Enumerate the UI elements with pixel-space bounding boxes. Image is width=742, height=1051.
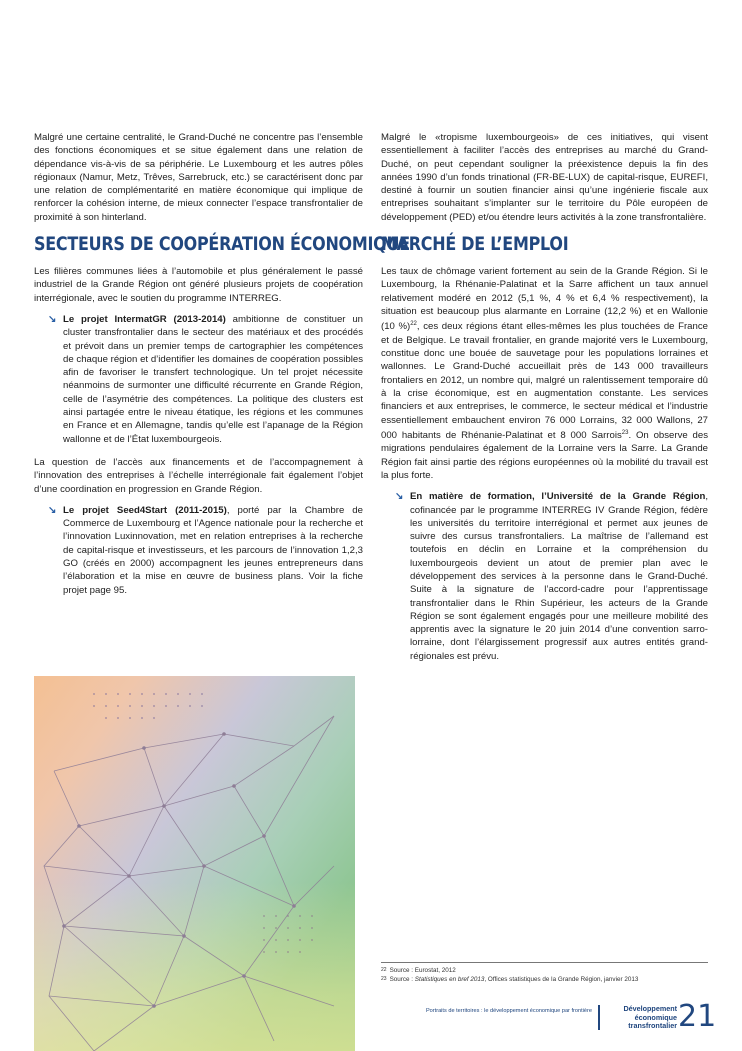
- footnote-number: 23: [381, 976, 387, 982]
- page-footer: [410, 999, 717, 1035]
- bullet-university-title: En matière de formation, l’Université de la Grande Région: [410, 491, 706, 503]
- dot-grid-top: [93, 693, 203, 719]
- network-nodes: [62, 732, 296, 1008]
- bullet-intermatgr-text: ambitionne de constituer un cluster transfrontalier dans le secteur des matériaux et des procédés et prévoit dans un premier temps de cartographier les compétences de chaque région et d’identifier les domaines de coopération possibles afin de favoriser le transfert technologique. Un tel projet nécessite néanmoins de surmonter une difficulté récurrente en Grande Région, celle de l’asymétrie des compétences. La politique des clusters est ainsi partagée entre le niveau étatique, les régions et les communes en France et en Allemagne, tandis qu’elle est l’apanage de la Région wallonne et de l’État luxembourgeois.: [63, 313, 363, 445]
- footnote-ref-23: 23: [621, 429, 629, 436]
- footer-divider: [598, 1005, 600, 1030]
- bullet-university: [381, 490, 708, 663]
- employment-paragraph: [381, 265, 708, 482]
- employment-text-b: , ces deux régions étant elles-mêmes les plus touchées de France et de Belgique. Le travail frontalier, en grande majorité vers le Luxembourg, constitue donc une bouée de sauvetage pour les populations lorraines et wallonnes. Le Grand-Duché accueillait près de 143 000 travailleurs frontaliers en 2012, un nombre qui, malgré un ralentissement temporaire dû à la crise économique, est en augmentation constante. Les services financiers et aux entreprises, le commerce, le secteur médical et l’industrie essentiellement embauchent environ 76 000 Lorrains, 32 000 Wallons, 27 000 habitants de Rhénanie-Palatinat et 8 000 Sarrois: [381, 321, 708, 442]
- bullet-intermatgr-title: Le projet IntermatGR (2013-2014): [63, 313, 226, 325]
- arrow-down-right-icon: ↘: [395, 491, 404, 503]
- section-heading-cooperation: SECTEURS DE COOPÉRATION ÉCONOMIQUE: [34, 233, 410, 256]
- footnote-text-italic: Statistiques en bref 2013: [414, 976, 485, 983]
- decorative-network-illustration: [34, 676, 355, 1051]
- bullet-intermatgr: [34, 313, 363, 446]
- footnote-text-post: , Offices statistiques de la Grande Région, janvier 2013: [484, 976, 639, 983]
- bullet-seed4start-text: , porté par la Chambre de Commerce de Luxembourg et l’Agence nationale pour la recherche et l’innovation Luxinnovation, met en relation entreprises à la recherche de capital-risque et investisseurs, et les parcours de l’innovation 1,2,3 GO (créés en 2000) accompagnent les jeunes entrepreneurs dans l’élaboration et la mise en œuvre de business plans. Voir la fiche projet page 95.: [63, 504, 363, 596]
- arrow-down-right-icon: ↘: [48, 313, 57, 325]
- footnote-23: [381, 975, 708, 984]
- network-lines-graphic: [34, 676, 355, 1051]
- right-column: [381, 131, 708, 673]
- footnote-number: 22: [381, 967, 387, 973]
- footnote-text-pre: Source :: [389, 976, 415, 983]
- network-lines: [44, 716, 334, 1051]
- employment-text-c: . On observe des migrations pendulaires également de la Lorraine vers la Sarre. La Grande Région fait ainsi partie des régions européennes où la mobilité du travail est la plus forte.: [381, 430, 709, 481]
- right-intro-paragraph: Malgré le «tropisme luxembourgeois» de ces initiatives, qui visent essentiellement à faciliter l’accès des entreprises au marché du Grand-Duché, on peut cependant souligner la préexistence depuis la fin des années 1990 d’un fonds trinational (FR-BE-LUX) de capital-risque, EUREFI, destiné à fournir un soutien financier ainsi qu’une ingénierie fiscale aux entreprises souhaitant s’implanter sur le territoire du Pôle européen de développement (PED) et/ou étendre leurs activités à la zone transfrontalière.: [381, 132, 708, 223]
- dot-grid-bottom: [263, 915, 313, 953]
- footnote-ref-22: 22: [410, 321, 417, 328]
- bullet-seed4start-title: Le projet Seed4Start (2011-2015): [63, 504, 227, 516]
- left-intro-paragraph: Malgré une certaine centralité, le Grand-Duché ne concentre pas l’ensemble des fonctions économiques et se situe également dans une relation de dépendance vis-à-vis de sa périphérie. Le Luxembourg et les autres pôles régionaux (Namur, Metz, Trêves, Sarrebruck, etc.) se caractérisent donc par une relation de complémentarité en matière économique qui implique de renforcer la cohésion interne, de mieux connecter l’espace transfrontalier de proximité à son hinterland.: [34, 132, 363, 223]
- left-column: [34, 131, 410, 607]
- footnote-text: Source : Eurostat, 2012: [389, 967, 456, 974]
- bullet-university-text: , cofinancée par le programme INTERREG IV Grande Région, fédère les universités du territoire interrégional et permet aux jeunes de suivre des cursus transfrontaliers. La maîtrise de l’allemand est toutefois en déclin en Lorraine et la compréhension du luxembourgeois devient un atout de premier plan avec le développement des services à la personne dans le Grand-Duché. Suite à la signature de l’accord-cadre pour l’apprentissage transfrontalier dans le Rhin Supérieur, les acteurs de la Grande Région se sont également engagés pour une meilleure mobilité des apprentis avec la signature le 20 juin 2014 d’une convention sarro-lorraine, dont l’élargissement progressif aux autres entités grand-régionales est prévu.: [410, 491, 708, 662]
- footnote-22: [381, 966, 708, 975]
- footer-section-title: Développement économique transfrontalier: [623, 1004, 677, 1030]
- footer-tagline: Portraits de territoires : le développement économique par frontière: [425, 1008, 592, 1014]
- cooperation-paragraph: Les filières communes liées à l’automobile et plus généralement le passé industriel de la Grande Région ont généré plusieurs projets de coopération interrégionale, avec le soutien du programme INTERREG.: [34, 266, 363, 304]
- page-number: 21: [678, 999, 717, 1034]
- arrow-down-right-icon: ↘: [48, 504, 57, 516]
- section-heading-employment: MARCHÉ DE L’EMPLOI: [381, 233, 569, 256]
- bullet-seed4start: [34, 504, 363, 597]
- employment-text-a: Les taux de chômage varient fortement au sein de la Grande Région. Si le Luxembourg, la Rhénanie-Palatinat et la Sarre affichent un taux annuel relativement modéré en 2012 (5,1 %, 4 % et 6,4 % respectivement), la situation est beaucoup plus alarmante en Lorraine (12,2 %) et en Wallonie (10 %): [381, 266, 708, 333]
- footnotes: [381, 962, 708, 984]
- financing-paragraph: La question de l’accès aux financements et de l’accompagnement à l’innovation des entreprises à l’échelle interrégionale fait également l’objet d’une coordination en progression en Grande Région.: [34, 456, 363, 495]
